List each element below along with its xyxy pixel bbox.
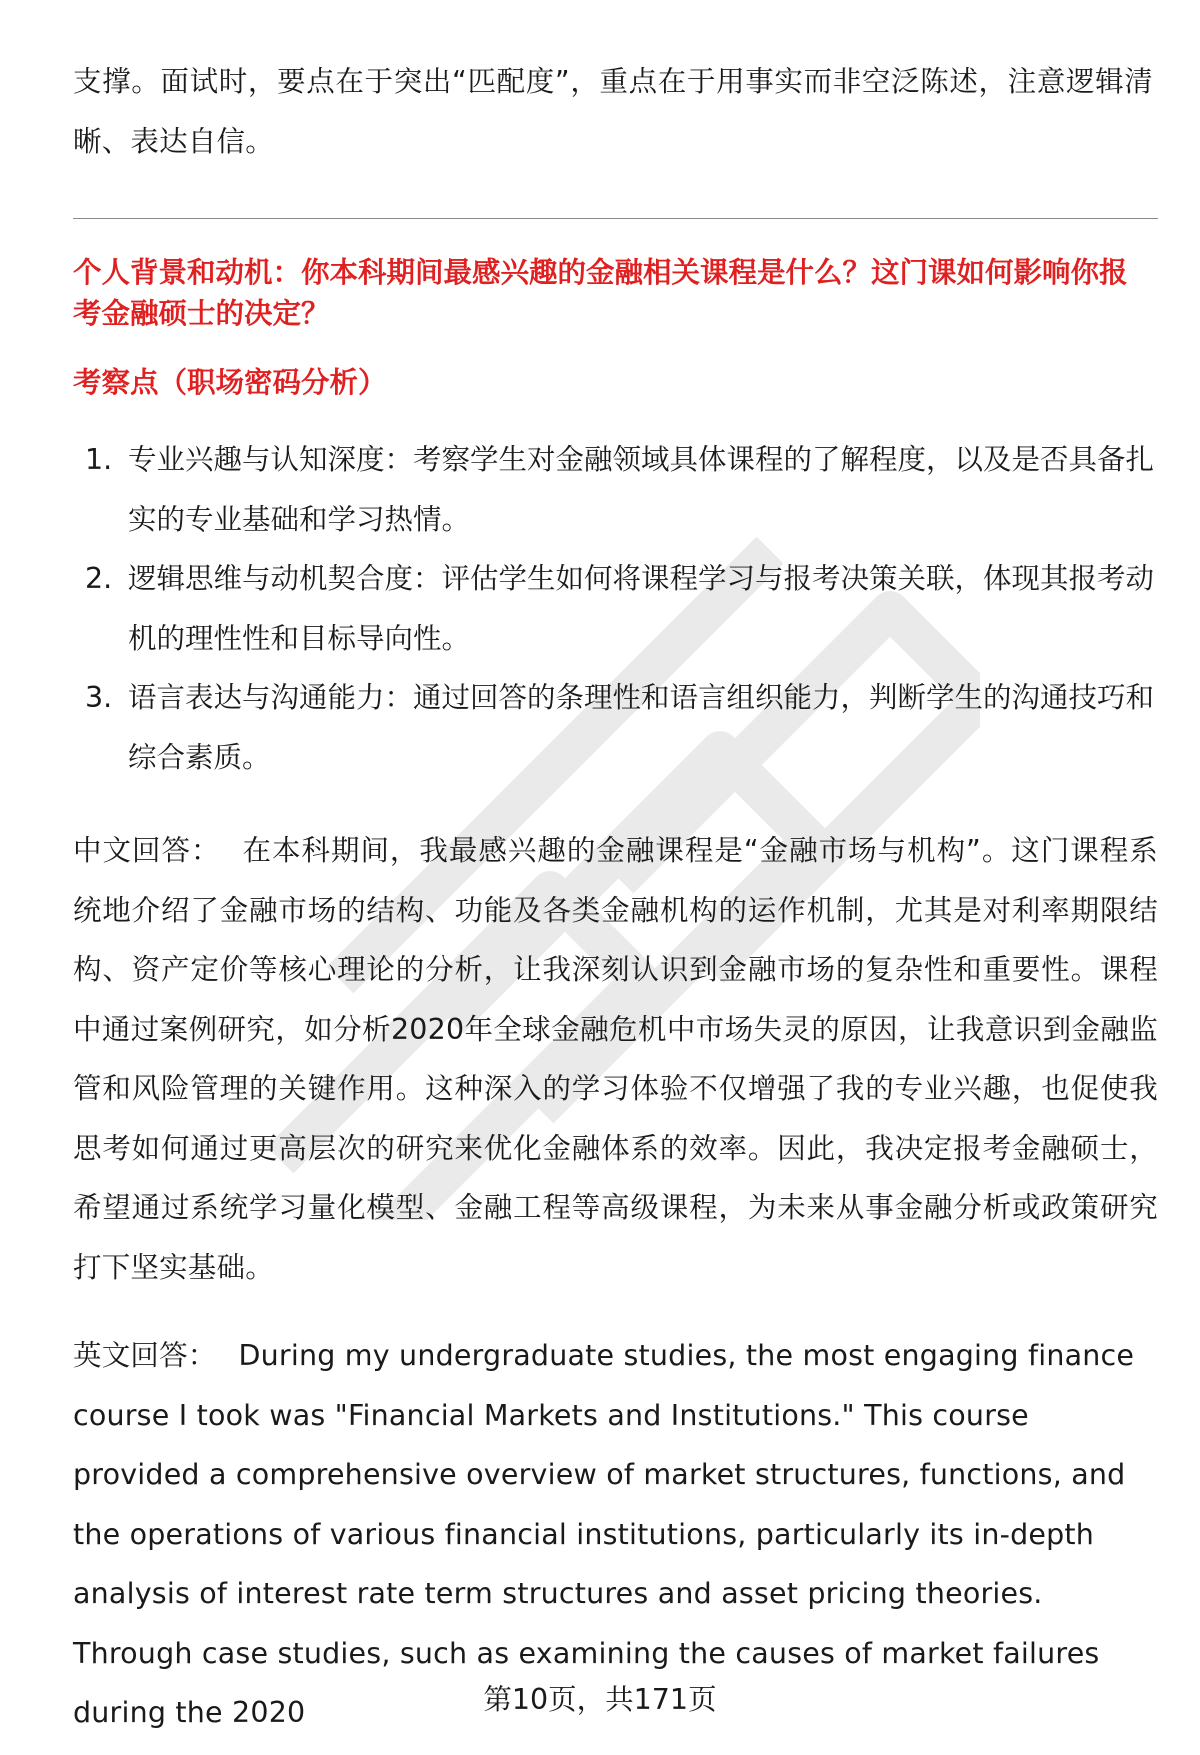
chinese-answer-label: 中文回答：: [73, 834, 221, 867]
list-item: [73, 430, 1158, 549]
chinese-answer-text: 在本科期间，我最感兴趣的金融课程是“金融市场与机构”。这门课程系统地介绍了金融市场的结构、功能及各类金融机构的运作机制，尤其是对利率期限结构、资产定价等核心理论的分析，让我深刻认识到金融市场的复杂性和重要性。课程中通过案例研究，如分析2020年全球金融危机中市场失灵的原因，让我意识到金融监管和风险管理的关键作用。这种深入的学习体验不仅增强了我的专业兴趣，也促使我思考如何通过更高层次的研究来优化金融体系的效率。因此，我决定报考金融硕士，希望通过系统学习量化模型、金融工程等高级课程，为未来从事金融分析或政策研究打下坚实基础。: [73, 834, 1158, 1284]
assessment-points-list: [73, 430, 1158, 787]
question-heading: 个人背景和动机：你本科期间最感兴趣的金融相关课程是什么？这门课如何影响你报考金融硕士的决定？: [73, 256, 1128, 330]
english-answer-text: During my undergraduate studies, the most engaging finance course I took was "Financial Markets and Institutions." This course provided a comprehensive overview of market structures, functions, and the operations of various financial institutions, particularly its in-depth analysis of interest rate term structures and asset pricing theories. Through case studies, such as examining the causes of market failures during the 2020: [73, 1339, 1135, 1729]
page-footer: 第10页，共171页: [483, 1683, 717, 1716]
intro-paragraph: 支撑。面试时，要点在于突出“匹配度”，重点在于用事实而非空泛陈述，注意逻辑清晰、表达自信。: [73, 65, 1153, 158]
list-item: [73, 549, 1158, 668]
english-answer-label: 英文回答：: [73, 1339, 217, 1372]
section-divider: [73, 218, 1158, 219]
chinese-answer-paragraph: [73, 821, 1158, 1297]
list-number: 2.: [85, 562, 113, 595]
list-number: 3.: [85, 681, 113, 714]
list-item-text: 专业兴趣与认知深度：考察学生对金融领域具体课程的了解程度，以及是否具备扎实的专业基础和学习热情。: [128, 443, 1155, 536]
section-title: 考察点（职场密码分析）: [73, 366, 387, 399]
list-item: [73, 668, 1158, 787]
list-item-text: 逻辑思维与动机契合度：评估学生如何将课程学习与报考决策关联，体现其报考动机的理性性和目标导向性。: [128, 562, 1155, 655]
list-item-text: 语言表达与沟通能力：通过回答的条理性和语言组织能力，判断学生的沟通技巧和综合素质。: [128, 681, 1155, 774]
list-number: 1.: [85, 443, 113, 476]
